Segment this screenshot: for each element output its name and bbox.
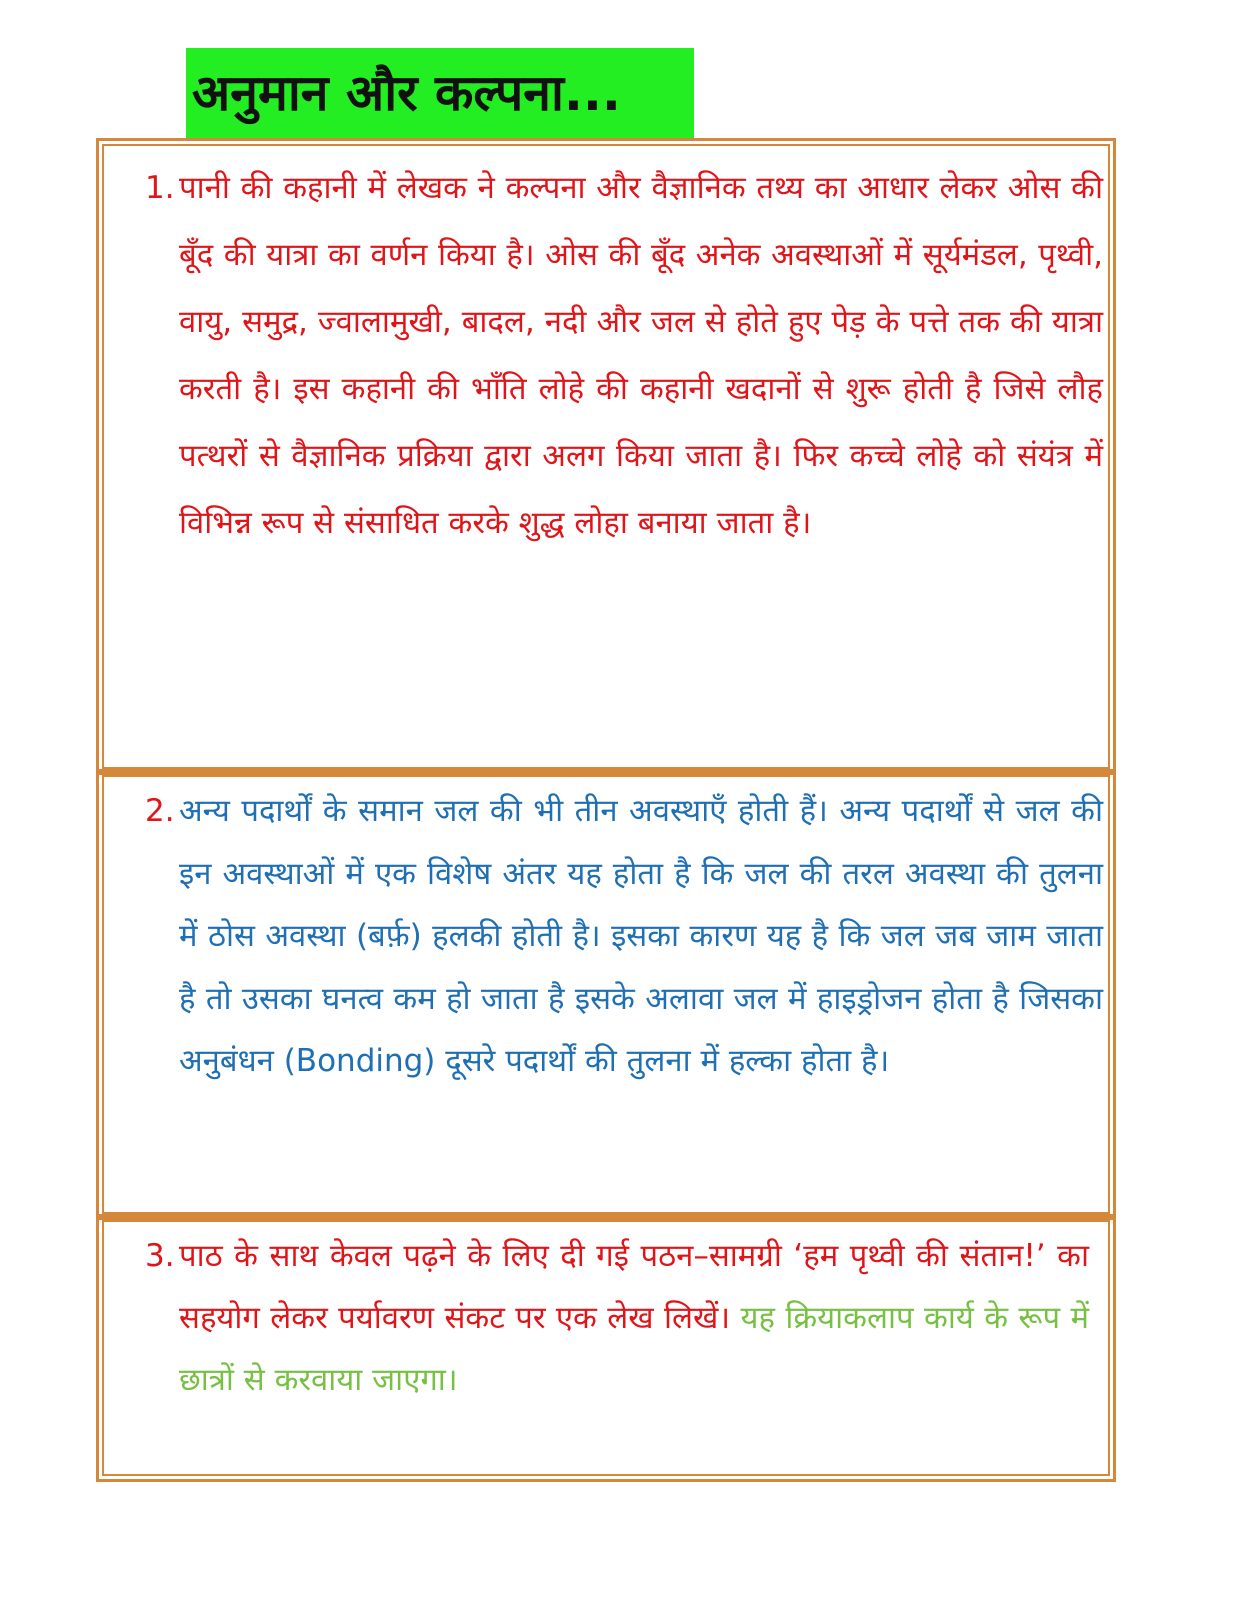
title-banner	[186, 48, 694, 138]
section-1-paragraph	[145, 155, 1103, 557]
section-3-text: पाठ के साथ केवल पढ़ने के लिए दी गई पठन–सामग्री ‘हम पृथ्वी की संतान!’ का सहयोग लेकर पर्यावरण संकट पर एक लेख लिखें।	[179, 1238, 1089, 1336]
section-1	[96, 138, 1116, 775]
section-3-number: 3.	[145, 1238, 175, 1274]
section-3	[96, 1214, 1116, 1482]
section-1-number: 1.	[145, 170, 175, 206]
section-2-text: अन्य पदार्थों के समान जल की भी तीन अवस्थाएँ होती हैं। अन्य पदार्थों से जल की इन अवस्थाओं में एक विशेष अंतर यह होता है कि जल की तरल अवस्था की तुलना में ठोस अवस्था (बर्फ़) हलकी होती है। इसका कारण यह है कि जल जब जाम जाता है तो उसका घनत्व कम हो जाता है इसके अलावा जल में हाइड्रोजन होता है जिसका अनुबंधन (Bonding) दूसरे पदार्थों की तुलना में हल्का होता है।	[179, 793, 1104, 1079]
section-3-paragraph	[145, 1225, 1089, 1411]
section-3-note: यह क्रियाकलाप कार्य के रूप में छात्रों से करवाया जाएगा।	[179, 1300, 1089, 1398]
section-2-paragraph	[145, 780, 1103, 1093]
section-2-number: 2.	[145, 793, 175, 829]
section-2	[96, 769, 1116, 1220]
page-title: अनुमान और कल्पना...	[192, 64, 621, 122]
section-1-text: पानी की कहानी में लेखक ने कल्पना और वैज्ञानिक तथ्य का आधार लेकर ओस की बूँद की यात्रा का वर्णन किया है। ओस की बूँद अनेक अवस्थाओं में सूर्यमंडल, पृथ्वी, वायु, समुद्र, ज्वालामुखी, बादल, नदी और जल से होते हुए पेड़ के पत्ते तक की यात्रा करती है। इस कहानी की भाँति लोहे की कहानी खदानों से शुरू होती है जिसे लौह पत्थरों से वैज्ञानिक प्रक्रिया द्वारा अलग किया जाता है। फिर कच्चे लोहे को संयंत्र में विभिन्न रूप से संसाधित करके शुद्ध लोहा बनाया जाता है।	[179, 170, 1103, 541]
